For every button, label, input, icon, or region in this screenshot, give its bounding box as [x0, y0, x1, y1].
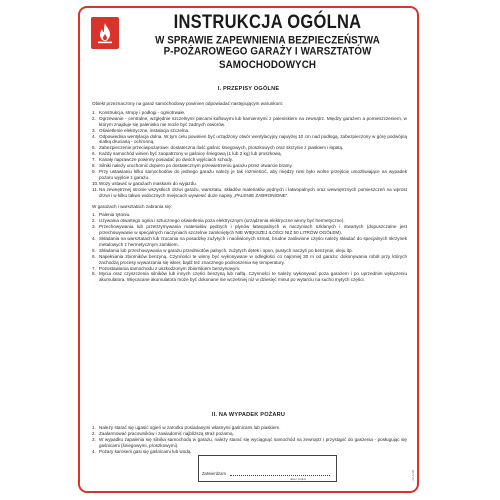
- list-item-text: Każdy samochód winien być zaopatrzony w gaśnicę śniegową (1 lub 2 kg) lub proszkową.: [99, 151, 282, 157]
- list-item: [92, 254, 407, 266]
- list-item-text: Używania otwartego ognia i sztucznego oświetlenia poza elektrycznym (urządzenia elektryczne winny być hermetyczne).: [99, 218, 345, 224]
- list-item-number: 6.: [92, 253, 96, 259]
- list-item-number: 11.: [92, 186, 99, 192]
- list-item-number: 3.: [92, 127, 96, 133]
- list-item-text: Ogrzewanie - centralne, względnie szczelnymi piecami kaflowymi lub kamiennymi z paleniskiem na zewnątrz. Między garażem a pomieszczeniem, w którym znajduje się palenisko nie może być żadnych otworów.: [99, 115, 407, 127]
- list-item-number: 4.: [92, 448, 96, 454]
- title-line-2: W SPRAWIE ZAPEWNIENIA BEZPIECZEŃSTWA: [155, 34, 380, 47]
- list-item-number: 3.: [92, 436, 96, 442]
- fire-hazard-logo: [91, 17, 119, 49]
- list-item-text: Mycia oraz czyszczenia silników lub innych części benzyną lub naftą. Czynności te należy wykonywać poza garażem i po uprzednim wyłączeniu akumulatora. Więcacane akumulatora może być dokonane nie wcześniej niż w dziesięć minut po wytarciu na sucho mytych części.: [99, 271, 407, 283]
- list-item-number: 5.: [92, 247, 96, 253]
- list-item-number: 6.: [92, 151, 96, 157]
- list-item-text: Palenia tytoniu.: [99, 212, 131, 218]
- list-item-number: 2.: [92, 115, 96, 121]
- list-item-text: Należy starać się ugasić ogień w zarodku posiadanymi własnymi gaśnicami lub piaskiem.: [99, 425, 281, 430]
- list-item-number: 10.: [92, 180, 99, 186]
- list-item-text: Zabezpieczenie przeciwpożarowe: dostateczna ilość gaśnic śniegowych, proszkowych oraz skrzynie z piaskiem i łopatą.: [99, 145, 344, 151]
- list-item: [92, 169, 407, 181]
- list-item-text: Kanały naprawcze powinny posiadać po dwóch wyjściach schody.: [99, 157, 233, 163]
- list-item: [92, 187, 407, 199]
- list-item: [92, 224, 407, 236]
- title-line-1: INSTRUKCJA OGÓLNA: [173, 11, 362, 33]
- list-item: [92, 116, 407, 128]
- signature-line: [230, 475, 330, 476]
- list-item-number: 2.: [92, 218, 96, 224]
- list-item-number: 4.: [92, 236, 96, 242]
- section-2-heading: II. NA WYPADEK POŻARU: [211, 412, 286, 418]
- list-item: [92, 271, 407, 283]
- product-code: ZZ-1/1B: [411, 470, 415, 481]
- list-item-text: Zaalarmować pracowników i zawiadomić najbliższą straż pożarną.: [99, 430, 234, 436]
- list-item-number: 7.: [92, 157, 96, 163]
- list-item: [92, 449, 407, 455]
- section-1-heading: I. PRZEPISY OGÓLNE: [217, 86, 280, 92]
- title-line-3: P-POŻAROWEGO GARAŻY I WARSZTATÓW SAMOCHODOWYCH: [163, 45, 372, 72]
- list-item: [92, 236, 407, 248]
- list-item-text: Przechowywania lub przetrzymywania materiałów pędnych i płynów łatwopalnych w naczyniach szklanych i otwartych (dopuszczalne jest przechowywanie w specjalnych naczyniach szczelnie zamkniętych NIE WIĘKSZEJ ILOŚCI NIŻ 50 LITRÓW OGÓŁEM).: [99, 224, 407, 236]
- list-item: [92, 134, 407, 146]
- list-item-text: Konstrukcja, stropy i podłogi - ogniotrwałe.: [99, 109, 186, 115]
- list-item-number: 8.: [92, 163, 96, 169]
- list-item-number: 3.: [92, 224, 96, 230]
- list-item-number: 4.: [92, 133, 96, 139]
- list-item-text: W wypadku zapalenia się silnika samochodu w garażu, należy starać się wyciągnąć samochód na zewnątrz i przystąpić do gaszenia - posługując się gaśnicami (śniegowymi, proszkowymi).: [99, 436, 407, 448]
- list-item-text: Wozy ustawić w garażach maskami do wyjazdu.: [99, 180, 197, 186]
- fire-procedure-list: [92, 425, 407, 455]
- list-item-text: Przy ustawianiu kilku samochodów do jednego garażu należy je tak rozmieścić, aby między nimi było wolne przejście umożliwiające na wypadek pożaru wyjście z garażu.: [99, 168, 407, 180]
- instruction-sign: [78, 6, 419, 493]
- list-item-number: 7.: [92, 265, 96, 271]
- approval-box: [198, 455, 337, 482]
- list-item-text: Składania na warsztatach lub rzucania na posadzkę zużytych i naoliwionych szmat, brudne zaoliwione części należy składać do specjalnych skrzynek metalowych z hermetycznym zamkiem.: [99, 236, 407, 247]
- section-1-body: [92, 101, 407, 283]
- signature-caption: data i podpis: [290, 477, 306, 481]
- list-item: [92, 437, 407, 449]
- sign-title: [124, 13, 411, 71]
- list-item-number: 1.: [92, 212, 96, 218]
- list-item-number: 1.: [92, 425, 96, 430]
- flame-icon: [96, 22, 114, 44]
- list-item-text: Silniki należy uruchomić dopiero po dostatecznym przewietrzeniu garażu przez otwarcie bramy.: [99, 163, 293, 169]
- list-item-text: Pozostawiania samochodu z uszkodzonym zbiornikiem benzynowym.: [99, 265, 241, 271]
- list-item-number: 8.: [92, 271, 96, 277]
- list-item-text: Napełniania zbiorników benzyną. Czynności te winny być wykonywane w odległości co najmniej 30 m od garażu; dokonywania robót przy których zachodzą procesy wywarzania się iskier, bądź też znacznego podnoszenia się temperatury.: [99, 253, 407, 265]
- requirements-list: [92, 110, 407, 199]
- prohibitions-list: [92, 212, 407, 283]
- list-item-number: 9.: [92, 168, 96, 174]
- list-item-text: Pożary karoserii gasi się gaśnicami lub wodą.: [99, 448, 192, 454]
- list-item-number: 5.: [92, 145, 96, 151]
- list-item-text: Odpowiednia wentylacja dolna. W tym celu powinien być urządzony otwór wentylacyjny najwyżej 10 cm nad podłogą, zabezpieczony w górę podwójną siatką drucianą - ochronną.: [99, 133, 407, 145]
- list-item-text: Na zewnętrznej stronie wszystkich drzwi garażu, warsztatu, składów materiałów pędnych i łatwopalnych oraz wewnętrznych pomieszczeń na wprost drzwi i w kilku takwo widocznych miejscach wywiesić duże napisy „PALENIE ZABRONIONE”.: [99, 186, 407, 198]
- section-1-intro: Obiekt przeznaczony na garaż samochodowy powinien odpowiadać następującym warunkom:: [92, 101, 284, 106]
- list-item-number: 1.: [92, 109, 96, 115]
- section-2-body: [92, 425, 407, 455]
- list-item-text: Składania lub przechowywania w garażu przedmiotów palnych, zużytych dętek i opon, pustych naczyń po benzynie, oleju itp.: [99, 247, 353, 253]
- list-item-number: 2.: [92, 430, 96, 436]
- prohibitions-intro: W garażach i warsztatach zabrania się:: [92, 203, 172, 209]
- list-item-text: Oświetlenie elektryczne, instalacja szczelna.: [99, 127, 190, 133]
- approval-label: Zatwierdzam: [202, 471, 226, 476]
